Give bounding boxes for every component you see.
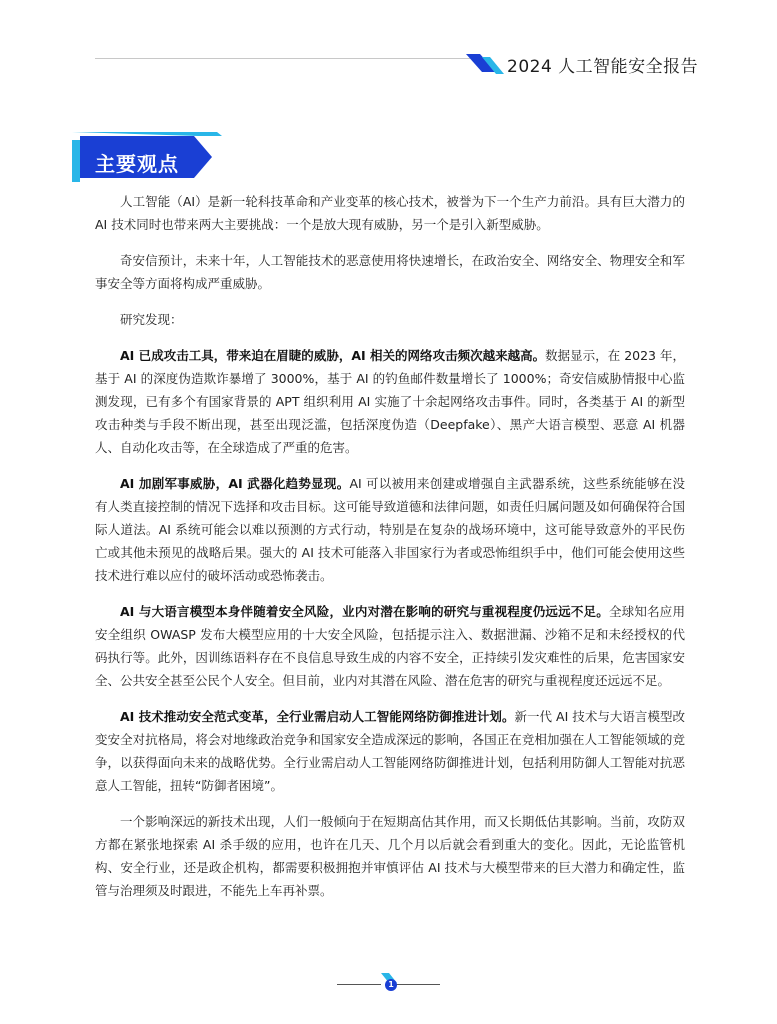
header-divider	[95, 58, 470, 59]
page-number: 1	[385, 979, 397, 991]
paragraph-text: 新一代 AI 技术与大语言模型改变安全对抗格局，将会对地缘政治竞争和国家安全造成深远的影响，各国正在竞相加强在人工智能领域的竞争，以获得面向未来的战略优势。全行业需启动人工智能网络防御推进计划，包括利用防御人工智能对抗恶意人工智能，扭转“防御者困境”。	[95, 709, 686, 793]
paragraph-text: 一个影响深远的新技术出现，人们一般倾向于在短期高估其作用，而又长期低估其影响。当前，攻防双方都在紧张地探索 AI 杀手级的应用，也许在几天、几个月以后就会看到重大的变化。因此，无论监管机构、安全行业，还是政企机构，都需要积极拥抱并审慎评估 AI 技术与大模型带来的巨大潜力和确定性，监管与治理须及时跟进，不能先上车再补票。	[95, 814, 685, 898]
paragraph-text: AI 可以被用来创建或增强自主武器系统，这些系统能够在没有人类直接控制的情况下选择和攻击目标。这可能导致道德和法律问题，如责任归属问题及如何确保符合国际人道法。AI 系统可能会以难以预测的方式行动，特别是在复杂的战场环境中，这可能导致意外的平民伤亡或其他未预见的战略后果。强大的 AI 技术可能落入非国家行为者或恐怖组织手中，他们可能会使用这些技术进行难以应付的破坏活动或恐怖袭击。	[95, 476, 685, 583]
paragraph-lead: AI 与大语言模型本身伴随着安全风险，业内对潜在影响的研究与重视程度仍远远不足。	[120, 604, 609, 619]
main-content	[95, 190, 685, 915]
section-title: 主要观点	[95, 152, 179, 176]
paragraph-lead: AI 技术推动安全范式变革，全行业需启动人工智能网络防御推进计划。	[120, 709, 515, 724]
paragraph	[95, 705, 685, 797]
paragraph-lead: AI 加剧军事威胁，AI 武器化趋势显现。	[120, 476, 350, 491]
paragraph-text: 全球知名应用安全组织 OWASP 发布大模型应用的十大安全风险，包括提示注入、数据泄漏、沙箱不足和未经授权的代码执行等。此外，因训练语料存在不良信息导致生成的内容不安全，正持续引发灾难性的后果，危害国家安全、公共安全甚至公民个人安全。但目前，业内对其潜在风险、潜在危害的研究与重视程度还远远不足。	[95, 604, 685, 688]
footer-divider-left	[337, 984, 381, 985]
paragraph	[95, 344, 685, 459]
paragraph	[95, 308, 685, 331]
paragraph	[95, 810, 685, 902]
paragraph	[95, 190, 685, 236]
paragraph	[95, 249, 685, 295]
footer-divider-right	[396, 984, 440, 985]
paragraph-lead: AI 已成攻击工具，带来迫在眉睫的威胁，AI 相关的网络攻击频次越来越高。	[120, 348, 546, 363]
paragraph-text: 数据显示，在 2023 年，基于 AI 的深度伪造欺诈暴增了 3000%，基于 AI 的钓鱼邮件数量增长了 1000%；奇安信威胁情报中心监测发现，已有多个有国家背景的 APT 组织利用 AI 实施了十余起网络攻击事件。同时，各类基于 AI 的新型攻击种类与手段不断出现，甚至出现泛滥，包括深度伪造（Deepfake）、黑产大语言模型、恶意 AI 机器人、自动化攻击等，在全球造成了严重的危害。	[95, 348, 685, 455]
paragraph-text: 奇安信预计，未来十年，人工智能技术的恶意使用将快速增长，在政治安全、网络安全、物理安全和军事安全等方面将构成严重威胁。	[95, 253, 685, 291]
header-chevron-icon	[466, 54, 506, 76]
paragraph	[95, 600, 685, 692]
report-title: 2024 人工智能安全报告	[507, 57, 699, 77]
paragraph	[95, 472, 685, 587]
paragraph-text: 人工智能（AI）是新一轮科技革命和产业变革的核心技术，被誉为下一个生产力前沿。具有巨大潜力的 AI 技术同时也带来两大主要挑战：一个是放大现有威胁，另一个是引入新型威胁。	[95, 194, 685, 232]
paragraph-text: 研究发现：	[120, 312, 183, 327]
